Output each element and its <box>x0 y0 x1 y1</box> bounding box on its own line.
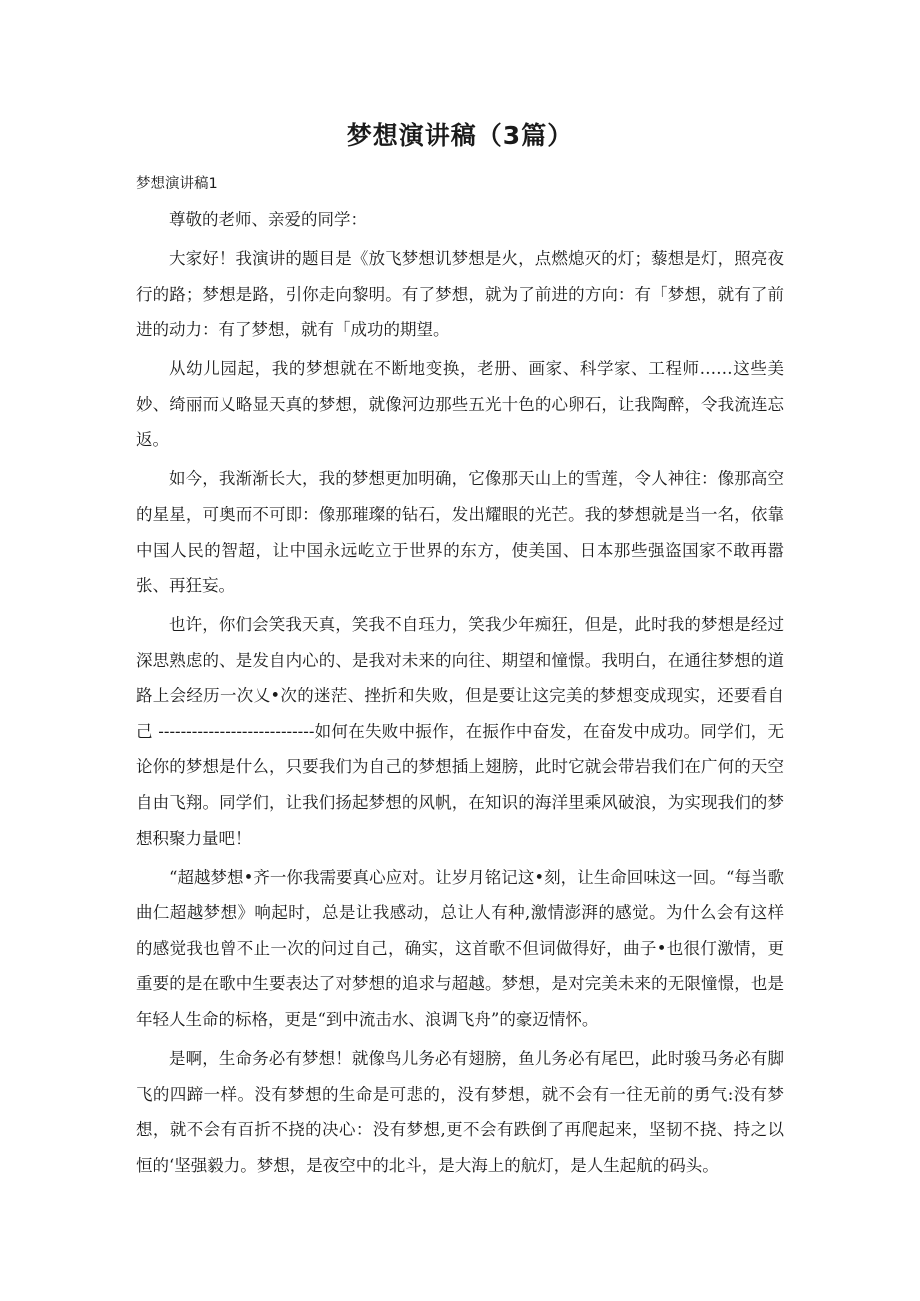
paragraph-5: “超越梦想•齐一你我需要真心应对。让岁月铭记这•刻，让生命回味这一回。“每当歌曲仁超越梦想》响起时，总是让我感动，总让人有种,激情澎湃的感觉。为什么会有这样的感觉我也曾不止一次的问过自己，确实，这首歌不但词做得好，曲子•也很仃激情，更重要的是在歌中生要表达了对梦想的追求与超越。梦想，是对完美未来的无限憧憬，也是年轻人生命的标格，更是“到中流击水、浪调飞舟”的豪迈情怀。 <box>136 867 784 1030</box>
paragraph-3: 如今，我渐渐长大，我的梦想更加明确，它像那天山上的雪莲，令人神往：像那高空的星星，可奥而不可即：像那璀璨的钻石，发出耀眼的光芒。我的梦想就是当一名，依靠中国人民的智超，让中国永远屹立于世界的东方，使美国、日本那些强盗国家不敢再嚣张、再狂妄。 <box>136 469 784 596</box>
paragraph-4: 也许，你们会笑我天真，笑我不自珏力，笑我少年痴狂，但是，此时我的梦想是经过深思熟虑的、是发自内心的、是我对未来的向往、期望和憧憬。我明白，在通往梦想的道路上会经历一次乂•次的迷茫、挫折和失败，但是要让这完美的梦想变成现实，还要看自己 ----------------------------如何在失败中振作，在振作中奋发，在奋发中成功。同学们，无论你的梦想是什么，只要我们为自己的梦想插上翅膀，此时它就会带岩我们在广何的天空自由飞翔。同学们，让我们扬起梦想的风帆，在知识的海洋里乘风破浪，为实现我们的梦想积聚力量吧！ <box>136 615 784 848</box>
document-title: 梦想演讲稿（3篇） <box>346 121 574 150</box>
section-heading: 梦想演讲稿1 <box>136 176 218 192</box>
paragraph-6: 是啊，生命务必有梦想！就像鸟儿务必有翅膀，鱼儿务必有尾巴，此时骏马务必有脚飞的四蹄一样。没有梦想的生命是可悲的，没有梦想，就不会有一往无前的勇气:没有梦想，就不会有百折不挠的决心：没有梦想,更不会有跌倒了再爬起来，坚韧不挠、持之以恒的‘坚强毅力。梦想，是夜空中的北斗，是大海上的航灯，是人生起航的码头。 <box>136 1049 784 1175</box>
paragraph-greeting: 尊敬的老师、亲爱的同学： <box>169 210 367 229</box>
document-body <box>136 202 784 1187</box>
paragraph-2: 从幼儿园起，我的梦想就在不断地变换，老册、画家、科学家、工程师……这些美妙、绮丽而乂略显天真的梦想，就像河边那些五光十色的心卵石，让我陶醉，令我流连忘返。 <box>136 359 784 450</box>
paragraph-1: 大家好！我演讲的题目是《放飞梦想讥梦想是火，点燃熄灭的灯；藜想是灯，照亮夜行的路；梦想是路，引你走向黎明。有了梦想，就为了前进的方向：有「梦想，就有了前进的动力：有了梦想，就有「成功的期望。 <box>136 248 784 340</box>
